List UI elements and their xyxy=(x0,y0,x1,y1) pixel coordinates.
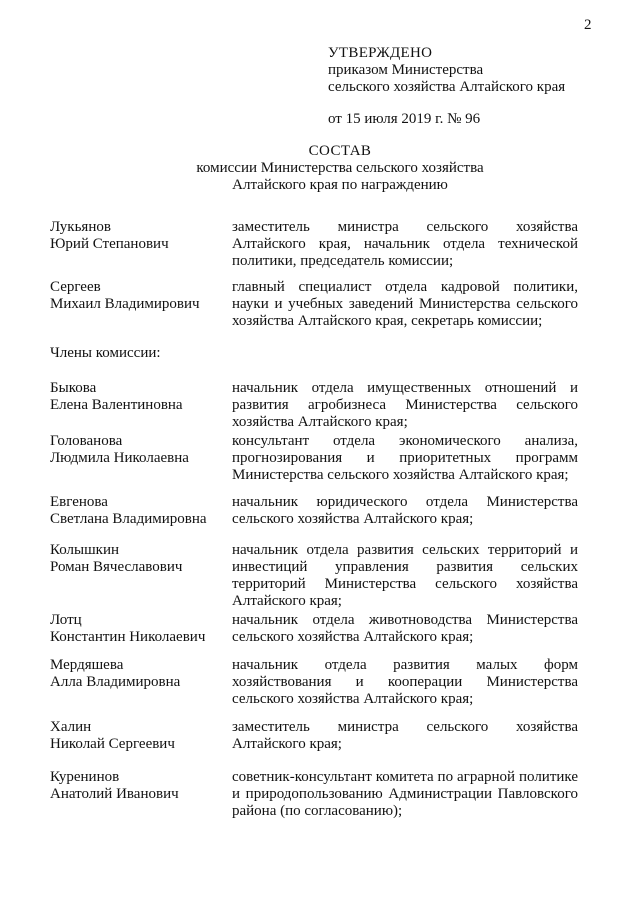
person-surname: Куренинов xyxy=(50,769,120,785)
person-name xyxy=(50,542,230,576)
person-role: заместитель министра сельского хозяйства Алтайского края, начальник отдела технической политики, председатель комиссии; xyxy=(232,219,578,269)
person-role: заместитель министра сельского хозяйства Алтайского края; xyxy=(232,719,578,752)
members-heading: Члены комиссии: xyxy=(50,345,161,361)
person-surname: Голованова xyxy=(50,433,123,449)
person-name xyxy=(50,612,230,646)
person-given-names: Анатолий Иванович xyxy=(50,786,179,802)
person-role: консультант отдела экономического анализа, прогнозирования и приоритетных программ Министерства сельского хозяйства Алтайского края; xyxy=(232,433,578,483)
person-surname: Колышкин xyxy=(50,542,120,558)
person-given-names: Людмила Николаевна xyxy=(50,450,189,466)
person-surname: Лукьянов xyxy=(50,219,111,235)
person-name xyxy=(50,719,230,753)
title-line-3: Алтайского края по награждению xyxy=(232,177,448,193)
page-number: 2 xyxy=(584,17,592,33)
person-name xyxy=(50,279,230,313)
approval-heading: УТВЕРЖДЕНО xyxy=(328,45,433,61)
person-role: начальник отдела имущественных отношений и развития агробизнеса Министерства сельского хозяйства Алтайского края; xyxy=(232,380,578,430)
document-title xyxy=(60,143,620,194)
person-given-names: Алла Владимировна xyxy=(50,674,181,690)
person-given-names: Николай Сергеевич xyxy=(50,736,175,752)
person-role: начальник отдела развития сельских территорий и инвестиций управления развития сельских территорий Министерства сельского хозяйства Алтайского края; xyxy=(232,542,578,609)
person-surname: Халин xyxy=(50,719,92,735)
person-surname: Быкова xyxy=(50,380,97,396)
person-given-names: Юрий Степанович xyxy=(50,236,169,252)
person-role: главный специалист отдела кадровой политики, науки и учебных заведений Министерства сельского хозяйства Алтайского края, секретарь комиссии; xyxy=(232,279,578,329)
approval-line-1: приказом Министерства xyxy=(328,62,484,78)
person-name xyxy=(50,433,230,467)
person-role: начальник юридического отдела Министерства сельского хозяйства Алтайского края; xyxy=(232,494,578,527)
person-given-names: Роман Вячеславович xyxy=(50,559,183,575)
person-given-names: Светлана Владимировна xyxy=(50,511,207,527)
person-name xyxy=(50,494,230,528)
person-name xyxy=(50,380,230,414)
person-given-names: Михаил Владимирович xyxy=(50,296,200,312)
person-surname: Евгенова xyxy=(50,494,108,510)
approval-stamp xyxy=(328,45,628,128)
person-name xyxy=(50,219,230,253)
person-surname: Сергеев xyxy=(50,279,101,295)
person-role: начальник отдела животноводства Министерства сельского хозяйства Алтайского края; xyxy=(232,612,578,645)
person-surname: Мердяшева xyxy=(50,657,124,673)
person-name xyxy=(50,657,230,691)
person-role: советник-консультант комитета по аграрной политике и природопользованию Администрации Павловского района (по согласованию); xyxy=(232,769,578,819)
person-role: начальник отдела развития малых форм хозяйствования и кооперации Министерства сельского хозяйства Алтайского края; xyxy=(232,657,578,707)
person-name xyxy=(50,769,230,803)
title-line-2: комиссии Министерства сельского хозяйства xyxy=(196,160,484,176)
person-given-names: Константин Николаевич xyxy=(50,629,206,645)
person-surname: Лотц xyxy=(50,612,82,628)
person-given-names: Елена Валентиновна xyxy=(50,397,183,413)
title-line-1: СОСТАВ xyxy=(308,143,372,159)
approval-date: от 15 июля 2019 г. № 96 xyxy=(328,111,481,127)
approval-line-2: сельского хозяйства Алтайского края xyxy=(328,79,566,95)
